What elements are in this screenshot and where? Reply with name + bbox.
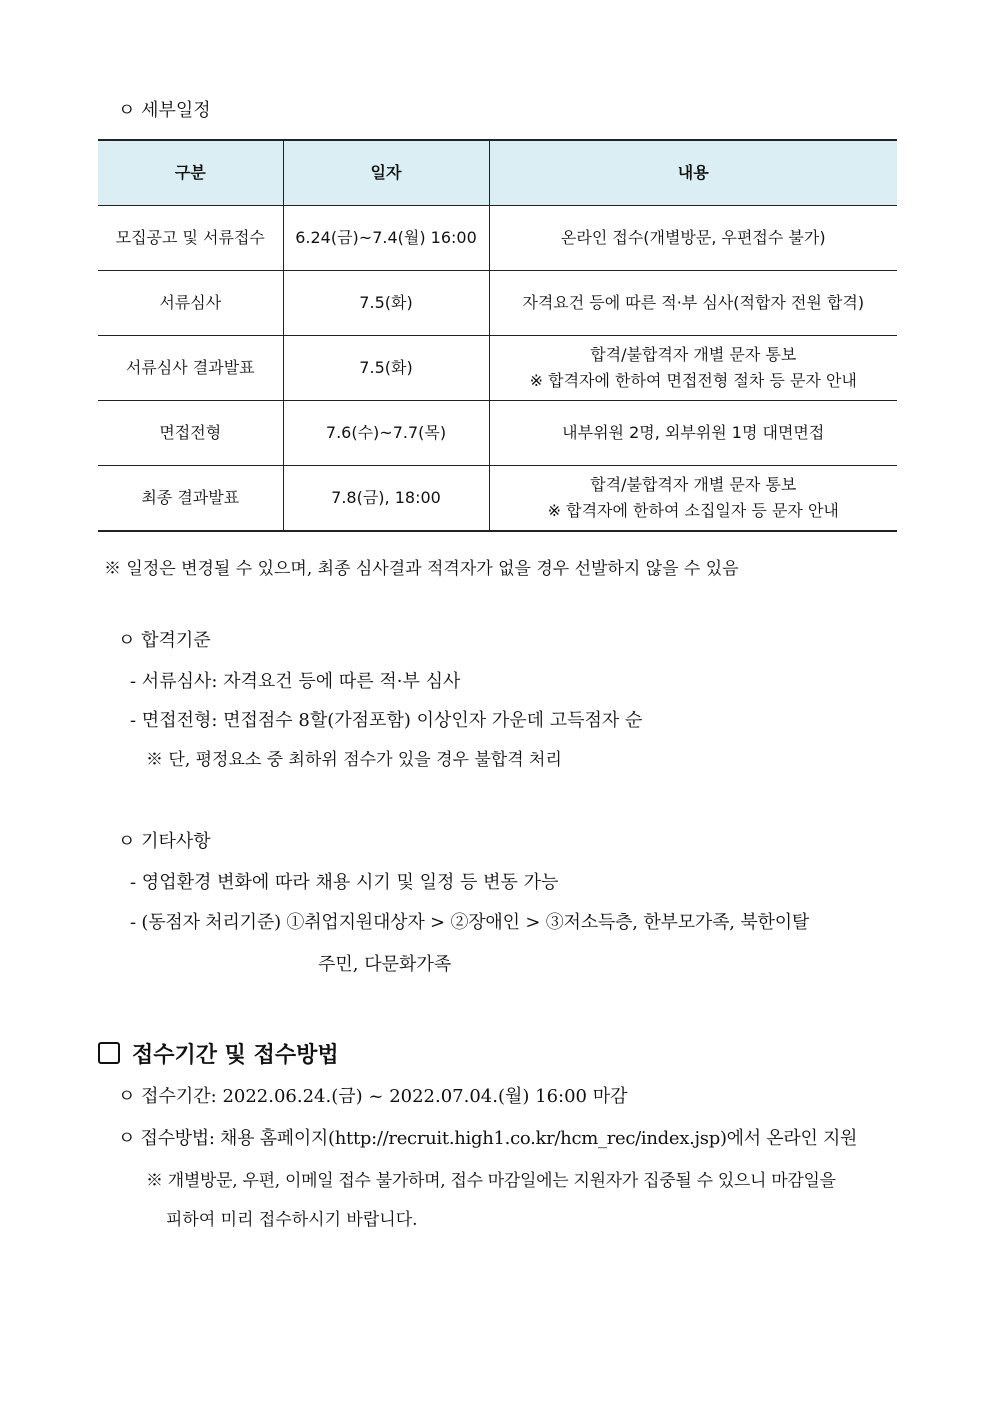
cell-date: 7.5(화) [283,271,489,336]
pass-criteria-item: - 서류심사: 자격요건 등에 따른 적·부 심사 [130,671,461,692]
cell-category: 서류심사 결과발표 [98,336,283,401]
cell-date: 6.24(금)~7.4(월) 16:00 [283,206,489,271]
application-section-title [98,1038,339,1069]
header-date: 일자 [283,140,489,206]
schedule-note: ※ 일정은 변경될 수 있으며, 최종 심사결과 적격자가 없을 경우 선발하지 않을 수 있음 [104,559,739,579]
table-row [98,336,897,401]
cell-content [489,466,897,532]
application-note: ※ 개별방문, 우편, 이메일 접수 불가하며, 접수 마감일에는 지원자가 집중될 수 있으니 마감일을 [146,1171,836,1191]
cell-content-line: 내부위원 2명, 외부위원 1명 대면면접 [562,423,825,442]
checkbox-square-icon [98,1042,120,1064]
cell-date: 7.6(수)~7.7(목) [283,401,489,466]
cell-content [489,401,897,466]
cell-content-line: 합격/불합격자 개별 문자 통보 [590,475,797,494]
other-item-continued: 주민, 다문화가족 [318,954,452,975]
schedule-table [98,139,897,532]
table-row [98,271,897,336]
application-period: ㅇ 접수기간: 2022.06.24.(금) ~ 2022.07.04.(월) 16:00 마감 [118,1086,628,1107]
cell-category: 서류심사 [98,271,283,336]
cell-content-line: 자격요건 등에 따른 적·부 심사(적합자 전원 합격) [522,293,865,312]
application-section-title-text: 접수기간 및 접수방법 [132,1043,339,1068]
cell-content-note: ※ 합격자에 한하여 소집일자 등 문자 안내 [547,501,839,520]
table-row [98,401,897,466]
cell-content-line: 온라인 접수(개별방문, 우편접수 불가) [560,228,826,247]
pass-criteria-heading: ㅇ 합격기준 [118,630,211,651]
table-row [98,466,897,532]
table-header-row [98,140,897,206]
cell-date: 7.5(화) [283,336,489,401]
application-method: ㅇ 접수방법: 채용 홈페이지(http://recruit.high1.co.kr/hcm_rec/index.jsp)에서 온라인 지원 [118,1128,858,1149]
pass-criteria-item: - 면접전형: 면접점수 8할(가점포함) 이상인자 가운데 고득점자 순 [130,710,643,731]
header-content: 내용 [489,140,897,206]
pass-criteria-note: ※ 단, 평정요소 중 최하위 점수가 있을 경우 불합격 처리 [146,750,562,770]
cell-content-line: 합격/불합격자 개별 문자 통보 [590,345,797,364]
cell-content [489,271,897,336]
header-category: 구분 [98,140,283,206]
other-heading: ㅇ 기타사항 [118,831,211,852]
cell-date: 7.8(금), 18:00 [283,466,489,532]
cell-content [489,336,897,401]
application-note-continued: 피하여 미리 접수하시기 바랍니다. [166,1210,418,1230]
cell-content [489,206,897,271]
cell-category: 모집공고 및 서류접수 [98,206,283,271]
table-row [98,206,897,271]
schedule-heading: ㅇ 세부일정 [118,100,211,121]
other-item: - (동점자 처리기준) ①취업지원대상자 > ②장애인 > ③저소득층, 한부모가족, 북한이탈 [130,912,810,933]
cell-category: 최종 결과발표 [98,466,283,532]
other-item: - 영업환경 변화에 따라 채용 시기 및 일정 등 변동 가능 [130,872,559,893]
cell-category: 면접전형 [98,401,283,466]
cell-content-note: ※ 합격자에 한하여 면접전형 절차 등 문자 안내 [529,371,857,390]
